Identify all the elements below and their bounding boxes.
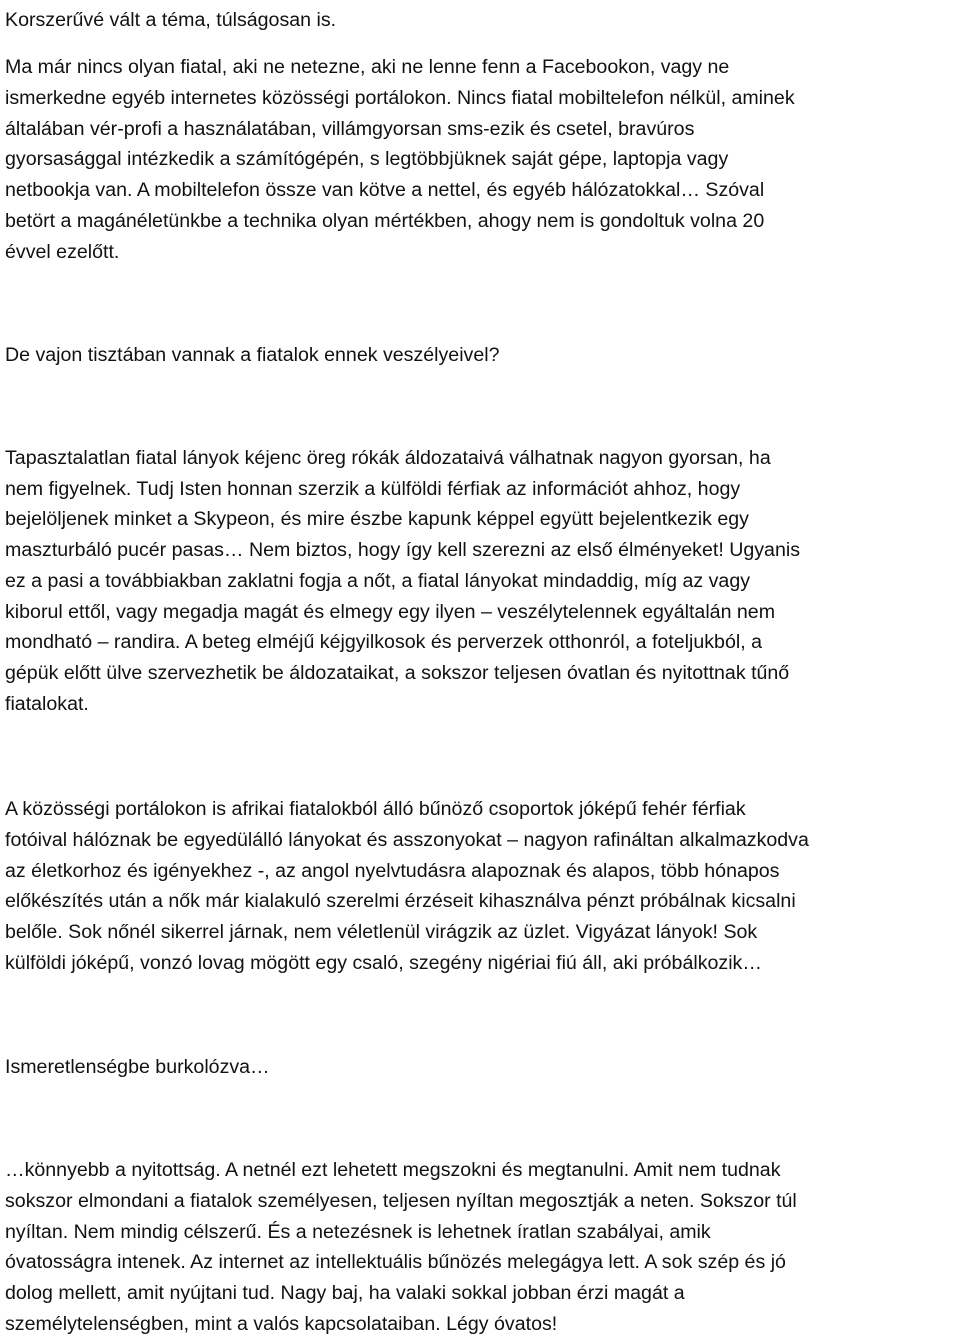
text-line: netbookja van. A mobiltelefon össze van kötve a nettel, és egyéb hálózatokkal… Szóval	[5, 179, 765, 202]
text-line: Tapasztalatlan fiatal lányok kéjenc öreg rókák áldozataivá válhatnak nagyon gyorsan, ha	[5, 447, 771, 469]
paragraph-question	[5, 340, 500, 370]
text-line: belőle. Sok nőnél sikerrel járnak, nem véletlenül virágzik az üzlet. Vigyázat lányok! Sok	[5, 921, 758, 944]
text-line: gépük előtt ülve szervezhetik be áldozataikat, a sokszor teljesen óvatlan és nyitottnak tűnő	[5, 661, 790, 684]
text-line: bejelöljenek minket a Skypeon, és mire észbe kapunk képpel együtt bejelentkezik egy	[5, 508, 749, 531]
paragraph-scams	[5, 794, 809, 979]
paragraph-anonymity	[5, 1155, 797, 1340]
text-line: De vajon tisztában vannak a fiatalok ennek veszélyeivel?	[5, 344, 500, 366]
text-line: előkészítés után a nők már kialakuló szerelmi érzéseit kihasználva pénzt próbálnak kicsalni	[5, 890, 796, 913]
text-line: évvel ezelőtt.	[5, 240, 120, 263]
text-line: személytelenségben, mint a valós kapcsolataiban. Légy óvatos!	[5, 1312, 558, 1335]
paragraph-dangers	[5, 443, 800, 719]
text-line: az életkorhoz és igényekhez -, az angol nyelvtudásra alapoznak és alapos, több hónapos	[5, 859, 780, 882]
text-line: általában vér-profi a használatában, villámgyorsan sms-ezik és csetel, bravúros	[5, 117, 695, 140]
paragraph-young-people-online	[5, 52, 795, 268]
text-line: Ma már nincs olyan fiatal, aki ne netezne, aki ne lenne fenn a Facebookon, vagy ne	[5, 56, 730, 78]
text-line: maszturbáló pucér pasas… Nem biztos, hogy így kell szerezni az első élményeket! Ugyanis	[5, 539, 800, 562]
text-line: nyíltan. Nem mindig célszerű. És a netezésnek is lehetnek íratlan szabályai, amik	[5, 1220, 711, 1243]
text-line: Korszerűvé vált a téma, túlságosan is.	[5, 9, 337, 31]
text-line: külföldi jóképű, vonzó lovag mögött egy csaló, szegény nigériai fiú áll, aki próbálkozik…	[5, 951, 762, 974]
text-line: nem figyelnek. Tudj Isten honnan szerzik a külföldi férfiak az információt ahhoz, hogy	[5, 477, 741, 500]
text-line: sokszor elmondani a fiatalok személyesen, teljesen nyíltan megosztják a neten. Sokszor túl	[5, 1189, 797, 1212]
text-line: kiborul ettől, vagy megadja magát és elmegy egy ilyen – veszélytelennek egyáltalán nem	[5, 600, 776, 623]
text-line: mondható – randira. A beteg elméjű kéjgyilkosok és perverzek otthonról, a foteljukból, a	[5, 631, 762, 654]
text-line: dolog mellett, amit nyújtani tud. Nagy baj, ha valaki sokkal jobban érzi magát a	[5, 1282, 685, 1305]
text-line: A közösségi portálokon is afrikai fiatalokból álló bűnöző csoportok jóképű fehér férfiak	[5, 798, 746, 820]
text-line: Ismeretlenségbe burkolózva…	[5, 1056, 270, 1078]
paragraph-subheading	[5, 1052, 270, 1082]
paragraph-intro	[5, 5, 336, 35]
text-line: ismerkedne egyéb internetes közösségi portálokon. Nincs fiatal mobiltelefon nélkül, aminek	[5, 86, 795, 109]
text-line: betört a magánéletünkbe a technika olyan mértékben, ahogy nem is gondoltuk volna 20	[5, 209, 765, 232]
text-line: fiatalokat.	[5, 692, 89, 715]
text-line: ez a pasi a továbbiakban zaklatni fogja a nőt, a fiatal lányokat mindaddig, míg az vagy	[5, 569, 751, 592]
text-line: fotóival hálóznak be egyedülálló lányokat és asszonyokat – nagyon rafináltan alkalmazkodva	[5, 828, 809, 851]
text-line: …könnyebb a nyitottság. A netnél ezt lehetett megszokni és megtanulni. Amit nem tudnak	[5, 1159, 781, 1181]
text-line: gyorsasággal intézkedik a számítógépén, s legtöbbjüknek saját gépe, laptopja vagy	[5, 148, 729, 171]
text-line: óvatosságra intenek. Az internet az intellektuális bűnözés melegágya lett. A sok szép és jó	[5, 1251, 786, 1274]
